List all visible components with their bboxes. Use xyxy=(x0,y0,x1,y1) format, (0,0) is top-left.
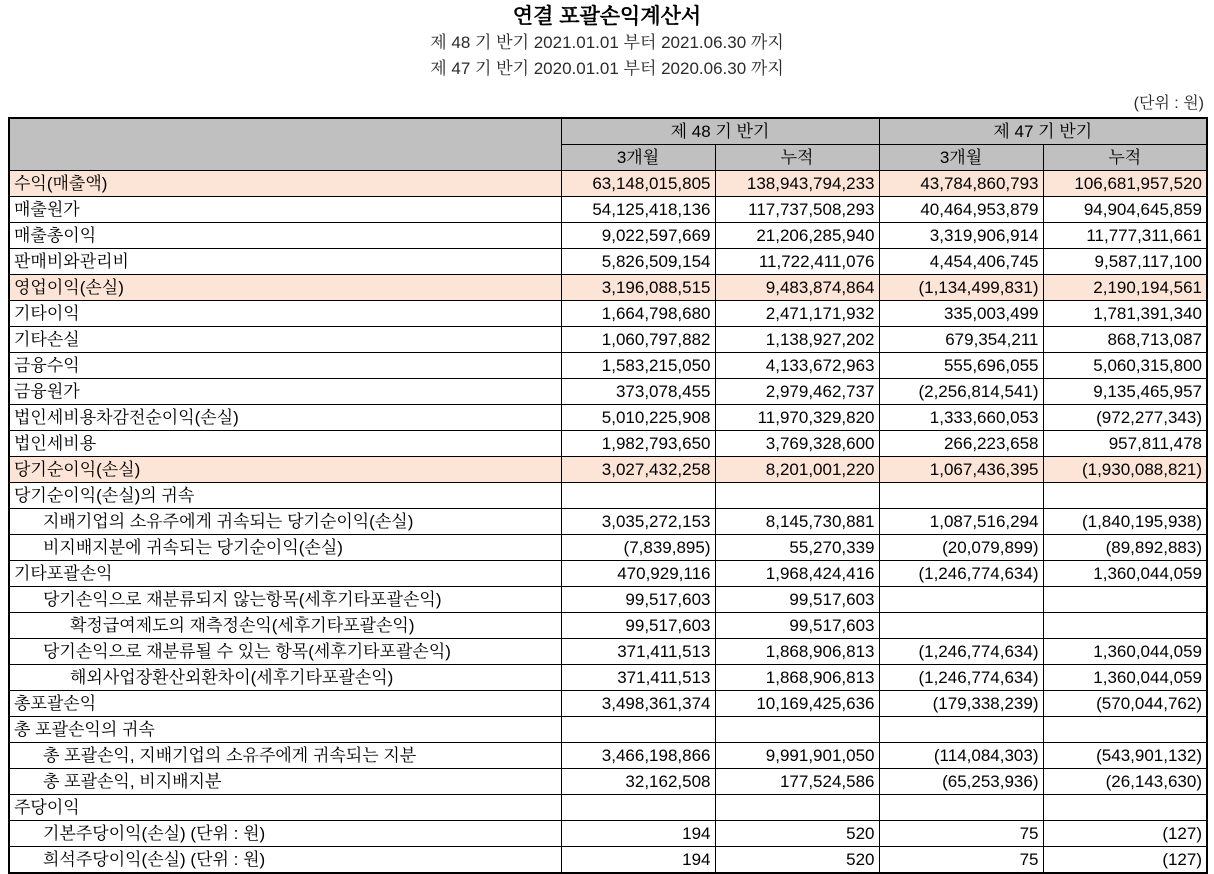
cell-value: (570,044,762) xyxy=(1043,691,1207,717)
period-47-header: 제 47 기 반기 xyxy=(879,118,1207,145)
table-row xyxy=(9,717,1207,743)
table-row xyxy=(9,769,1207,795)
cell-value: 335,003,499 xyxy=(879,301,1043,327)
cell-value: 1,333,660,053 xyxy=(879,405,1043,431)
row-label: 금융원가 xyxy=(9,379,561,405)
row-label: 비지배지분에 귀속되는 당기순이익(손실) xyxy=(9,535,561,561)
row-label: 총 포괄손익의 귀속 xyxy=(9,717,561,743)
cell-value: (1,134,499,831) xyxy=(879,275,1043,301)
row-label: 금융수익 xyxy=(9,353,561,379)
cell-value: 520 xyxy=(715,847,879,874)
cell-value xyxy=(561,795,715,821)
cell-value: 1,067,436,395 xyxy=(879,457,1043,483)
row-label: 희석주당이익(손실) (단위 : 원) xyxy=(9,847,561,874)
cell-value: 43,784,860,793 xyxy=(879,171,1043,197)
cell-value: 4,133,672,963 xyxy=(715,353,879,379)
table-row xyxy=(9,457,1207,483)
cell-value: 3,319,906,914 xyxy=(879,223,1043,249)
table-row xyxy=(9,691,1207,717)
cell-value: 373,078,455 xyxy=(561,379,715,405)
cell-value: 10,169,425,636 xyxy=(715,691,879,717)
table-row xyxy=(9,223,1207,249)
subheader-3month-47: 3개월 xyxy=(879,145,1043,171)
cell-value: 3,035,272,153 xyxy=(561,509,715,535)
cell-value: 94,904,645,859 xyxy=(1043,197,1207,223)
table-body xyxy=(9,171,1207,874)
cell-value xyxy=(879,717,1043,743)
table-row xyxy=(9,639,1207,665)
table-row xyxy=(9,171,1207,197)
unit-note: (단위 : 원) xyxy=(1133,95,1204,112)
income-statement-table xyxy=(8,117,1208,874)
row-label: 당기손익으로 재분류될 수 있는 항목(세후기타포괄손익) xyxy=(9,639,561,665)
cell-value: 99,517,603 xyxy=(715,587,879,613)
table-row xyxy=(9,665,1207,691)
cell-value: 63,148,015,805 xyxy=(561,171,715,197)
cell-value xyxy=(879,795,1043,821)
cell-value xyxy=(1043,613,1207,639)
table-row xyxy=(9,743,1207,769)
cell-value: (1,930,088,821) xyxy=(1043,457,1207,483)
cell-value: 177,524,586 xyxy=(715,769,879,795)
cell-value: 3,027,432,258 xyxy=(561,457,715,483)
table-row xyxy=(9,327,1207,353)
cell-value: 75 xyxy=(879,821,1043,847)
cell-value: 3,498,361,374 xyxy=(561,691,715,717)
row-label: 수익(매출액) xyxy=(9,171,561,197)
cell-value: 1,360,044,059 xyxy=(1043,665,1207,691)
row-label: 기타포괄손익 xyxy=(9,561,561,587)
cell-value xyxy=(561,483,715,509)
table-row xyxy=(9,613,1207,639)
cell-value: 5,826,509,154 xyxy=(561,249,715,275)
cell-value: 75 xyxy=(879,847,1043,874)
cell-value: 8,201,001,220 xyxy=(715,457,879,483)
cell-value: 3,466,198,866 xyxy=(561,743,715,769)
cell-value: 99,517,603 xyxy=(561,587,715,613)
table-row xyxy=(9,405,1207,431)
cell-value: 371,411,513 xyxy=(561,665,715,691)
table-row xyxy=(9,587,1207,613)
row-label: 법인세비용 xyxy=(9,431,561,457)
cell-value: 2,190,194,561 xyxy=(1043,275,1207,301)
table-row xyxy=(9,431,1207,457)
cell-value xyxy=(1043,587,1207,613)
document-header xyxy=(0,0,1214,82)
cell-value xyxy=(879,587,1043,613)
cell-value: 266,223,658 xyxy=(879,431,1043,457)
cell-value: 3,769,328,600 xyxy=(715,431,879,457)
cell-value: 1,781,391,340 xyxy=(1043,301,1207,327)
cell-value: 5,010,225,908 xyxy=(561,405,715,431)
row-label: 매출총이익 xyxy=(9,223,561,249)
cell-value xyxy=(879,483,1043,509)
cell-value: (1,246,774,634) xyxy=(879,639,1043,665)
cell-value: 9,587,117,100 xyxy=(1043,249,1207,275)
subheader-cumulative-47: 누적 xyxy=(1043,145,1207,171)
cell-value: (543,901,132) xyxy=(1043,743,1207,769)
row-label: 총 포괄손익, 비지배지분 xyxy=(9,769,561,795)
table-row xyxy=(9,561,1207,587)
subheader-cumulative-48: 누적 xyxy=(715,145,879,171)
report-period-line-2: 제 47 기 반기 2020.01.01 부터 2020.06.30 까지 xyxy=(430,59,784,78)
cell-value xyxy=(879,613,1043,639)
cell-value: 679,354,211 xyxy=(879,327,1043,353)
cell-value: (20,079,899) xyxy=(879,535,1043,561)
cell-value: (972,277,343) xyxy=(1043,405,1207,431)
cell-value: 957,811,478 xyxy=(1043,431,1207,457)
cell-value: 99,517,603 xyxy=(715,613,879,639)
cell-value: 2,979,462,737 xyxy=(715,379,879,405)
cell-value: 1,360,044,059 xyxy=(1043,561,1207,587)
cell-value: 11,970,329,820 xyxy=(715,405,879,431)
row-label: 기타이익 xyxy=(9,301,561,327)
cell-value: 520 xyxy=(715,821,879,847)
table-row xyxy=(9,301,1207,327)
cell-value: (1,840,195,938) xyxy=(1043,509,1207,535)
cell-value: 194 xyxy=(561,847,715,874)
cell-value: 1,982,793,650 xyxy=(561,431,715,457)
table-row xyxy=(9,483,1207,509)
row-label: 확정급여제도의 재측정손익(세후기타포괄손익) xyxy=(9,613,561,639)
cell-value: 1,360,044,059 xyxy=(1043,639,1207,665)
cell-value: (1,246,774,634) xyxy=(879,561,1043,587)
table-row xyxy=(9,353,1207,379)
cell-value: 40,464,953,879 xyxy=(879,197,1043,223)
cell-value xyxy=(1043,795,1207,821)
cell-value: 194 xyxy=(561,821,715,847)
table-row xyxy=(9,379,1207,405)
cell-value xyxy=(715,795,879,821)
row-label: 매출원가 xyxy=(9,197,561,223)
row-label: 법인세비용차감전순이익(손실) xyxy=(9,405,561,431)
cell-value: 2,471,171,932 xyxy=(715,301,879,327)
cell-value: 9,135,465,957 xyxy=(1043,379,1207,405)
cell-value: 3,196,088,515 xyxy=(561,275,715,301)
cell-value: 1,138,927,202 xyxy=(715,327,879,353)
row-label: 기타손실 xyxy=(9,327,561,353)
cell-value: (26,143,630) xyxy=(1043,769,1207,795)
cell-value xyxy=(1043,717,1207,743)
cell-value: 1,583,215,050 xyxy=(561,353,715,379)
page-title: 연결 포괄손익계산서 xyxy=(512,5,702,28)
table-row xyxy=(9,535,1207,561)
row-label: 당기순이익(손실) xyxy=(9,457,561,483)
cell-value: 138,943,794,233 xyxy=(715,171,879,197)
row-label: 영업이익(손실) xyxy=(9,275,561,301)
table-row xyxy=(9,847,1207,874)
cell-value: 117,737,508,293 xyxy=(715,197,879,223)
row-label: 주당이익 xyxy=(9,795,561,821)
cell-value xyxy=(1043,483,1207,509)
cell-value: 106,681,957,520 xyxy=(1043,171,1207,197)
table-row xyxy=(9,509,1207,535)
cell-value: 9,483,874,864 xyxy=(715,275,879,301)
cell-value: 5,060,315,800 xyxy=(1043,353,1207,379)
cell-value: 32,162,508 xyxy=(561,769,715,795)
row-label: 당기손익으로 재분류되지 않는항목(세후기타포괄손익) xyxy=(9,587,561,613)
cell-value: (1,246,774,634) xyxy=(879,665,1043,691)
row-label: 판매비와관리비 xyxy=(9,249,561,275)
cell-value: 371,411,513 xyxy=(561,639,715,665)
cell-value: (114,084,303) xyxy=(879,743,1043,769)
table-row xyxy=(9,275,1207,301)
row-label: 당기순이익(손실)의 귀속 xyxy=(9,483,561,509)
report-period-line-1: 제 48 기 반기 2021.01.01 부터 2021.06.30 까지 xyxy=(430,33,784,52)
table-header xyxy=(9,118,1207,171)
cell-value: 1,868,906,813 xyxy=(715,665,879,691)
cell-value: 1,060,797,882 xyxy=(561,327,715,353)
row-label: 해외사업장환산외환차이(세후기타포괄손익) xyxy=(9,665,561,691)
cell-value: (2,256,814,541) xyxy=(879,379,1043,405)
cell-value: 4,454,406,745 xyxy=(879,249,1043,275)
cell-value xyxy=(561,717,715,743)
cell-value: (179,338,239) xyxy=(879,691,1043,717)
cell-value: 21,206,285,940 xyxy=(715,223,879,249)
row-label: 기본주당이익(손실) (단위 : 원) xyxy=(9,821,561,847)
cell-value: 9,022,597,669 xyxy=(561,223,715,249)
table-row xyxy=(9,197,1207,223)
cell-value: 11,722,411,076 xyxy=(715,249,879,275)
cell-value: 555,696,055 xyxy=(879,353,1043,379)
cell-value: 8,145,730,881 xyxy=(715,509,879,535)
cell-value xyxy=(715,483,879,509)
cell-value xyxy=(715,717,879,743)
cell-value: 1,087,516,294 xyxy=(879,509,1043,535)
table-row xyxy=(9,249,1207,275)
table-row xyxy=(9,795,1207,821)
cell-value: 1,868,906,813 xyxy=(715,639,879,665)
cell-value: (65,253,936) xyxy=(879,769,1043,795)
row-label: 지배기업의 소유주에게 귀속되는 당기순이익(손실) xyxy=(9,509,561,535)
table-row xyxy=(9,821,1207,847)
cell-value: (127) xyxy=(1043,821,1207,847)
cell-value: (127) xyxy=(1043,847,1207,874)
cell-value: 868,713,087 xyxy=(1043,327,1207,353)
cell-value: 11,777,311,661 xyxy=(1043,223,1207,249)
row-label: 총 포괄손익, 지배기업의 소유주에게 귀속되는 지분 xyxy=(9,743,561,769)
cell-value: (89,892,883) xyxy=(1043,535,1207,561)
cell-value: 1,664,798,680 xyxy=(561,301,715,327)
label-column-header xyxy=(9,118,561,171)
cell-value: 55,270,339 xyxy=(715,535,879,561)
cell-value: 54,125,418,136 xyxy=(561,197,715,223)
period-48-header: 제 48 기 반기 xyxy=(561,118,879,145)
subheader-3month-48: 3개월 xyxy=(561,145,715,171)
cell-value: 470,929,116 xyxy=(561,561,715,587)
cell-value: 1,968,424,416 xyxy=(715,561,879,587)
cell-value: 9,991,901,050 xyxy=(715,743,879,769)
cell-value: (7,839,895) xyxy=(561,535,715,561)
row-label: 총포괄손익 xyxy=(9,691,561,717)
cell-value: 99,517,603 xyxy=(561,613,715,639)
